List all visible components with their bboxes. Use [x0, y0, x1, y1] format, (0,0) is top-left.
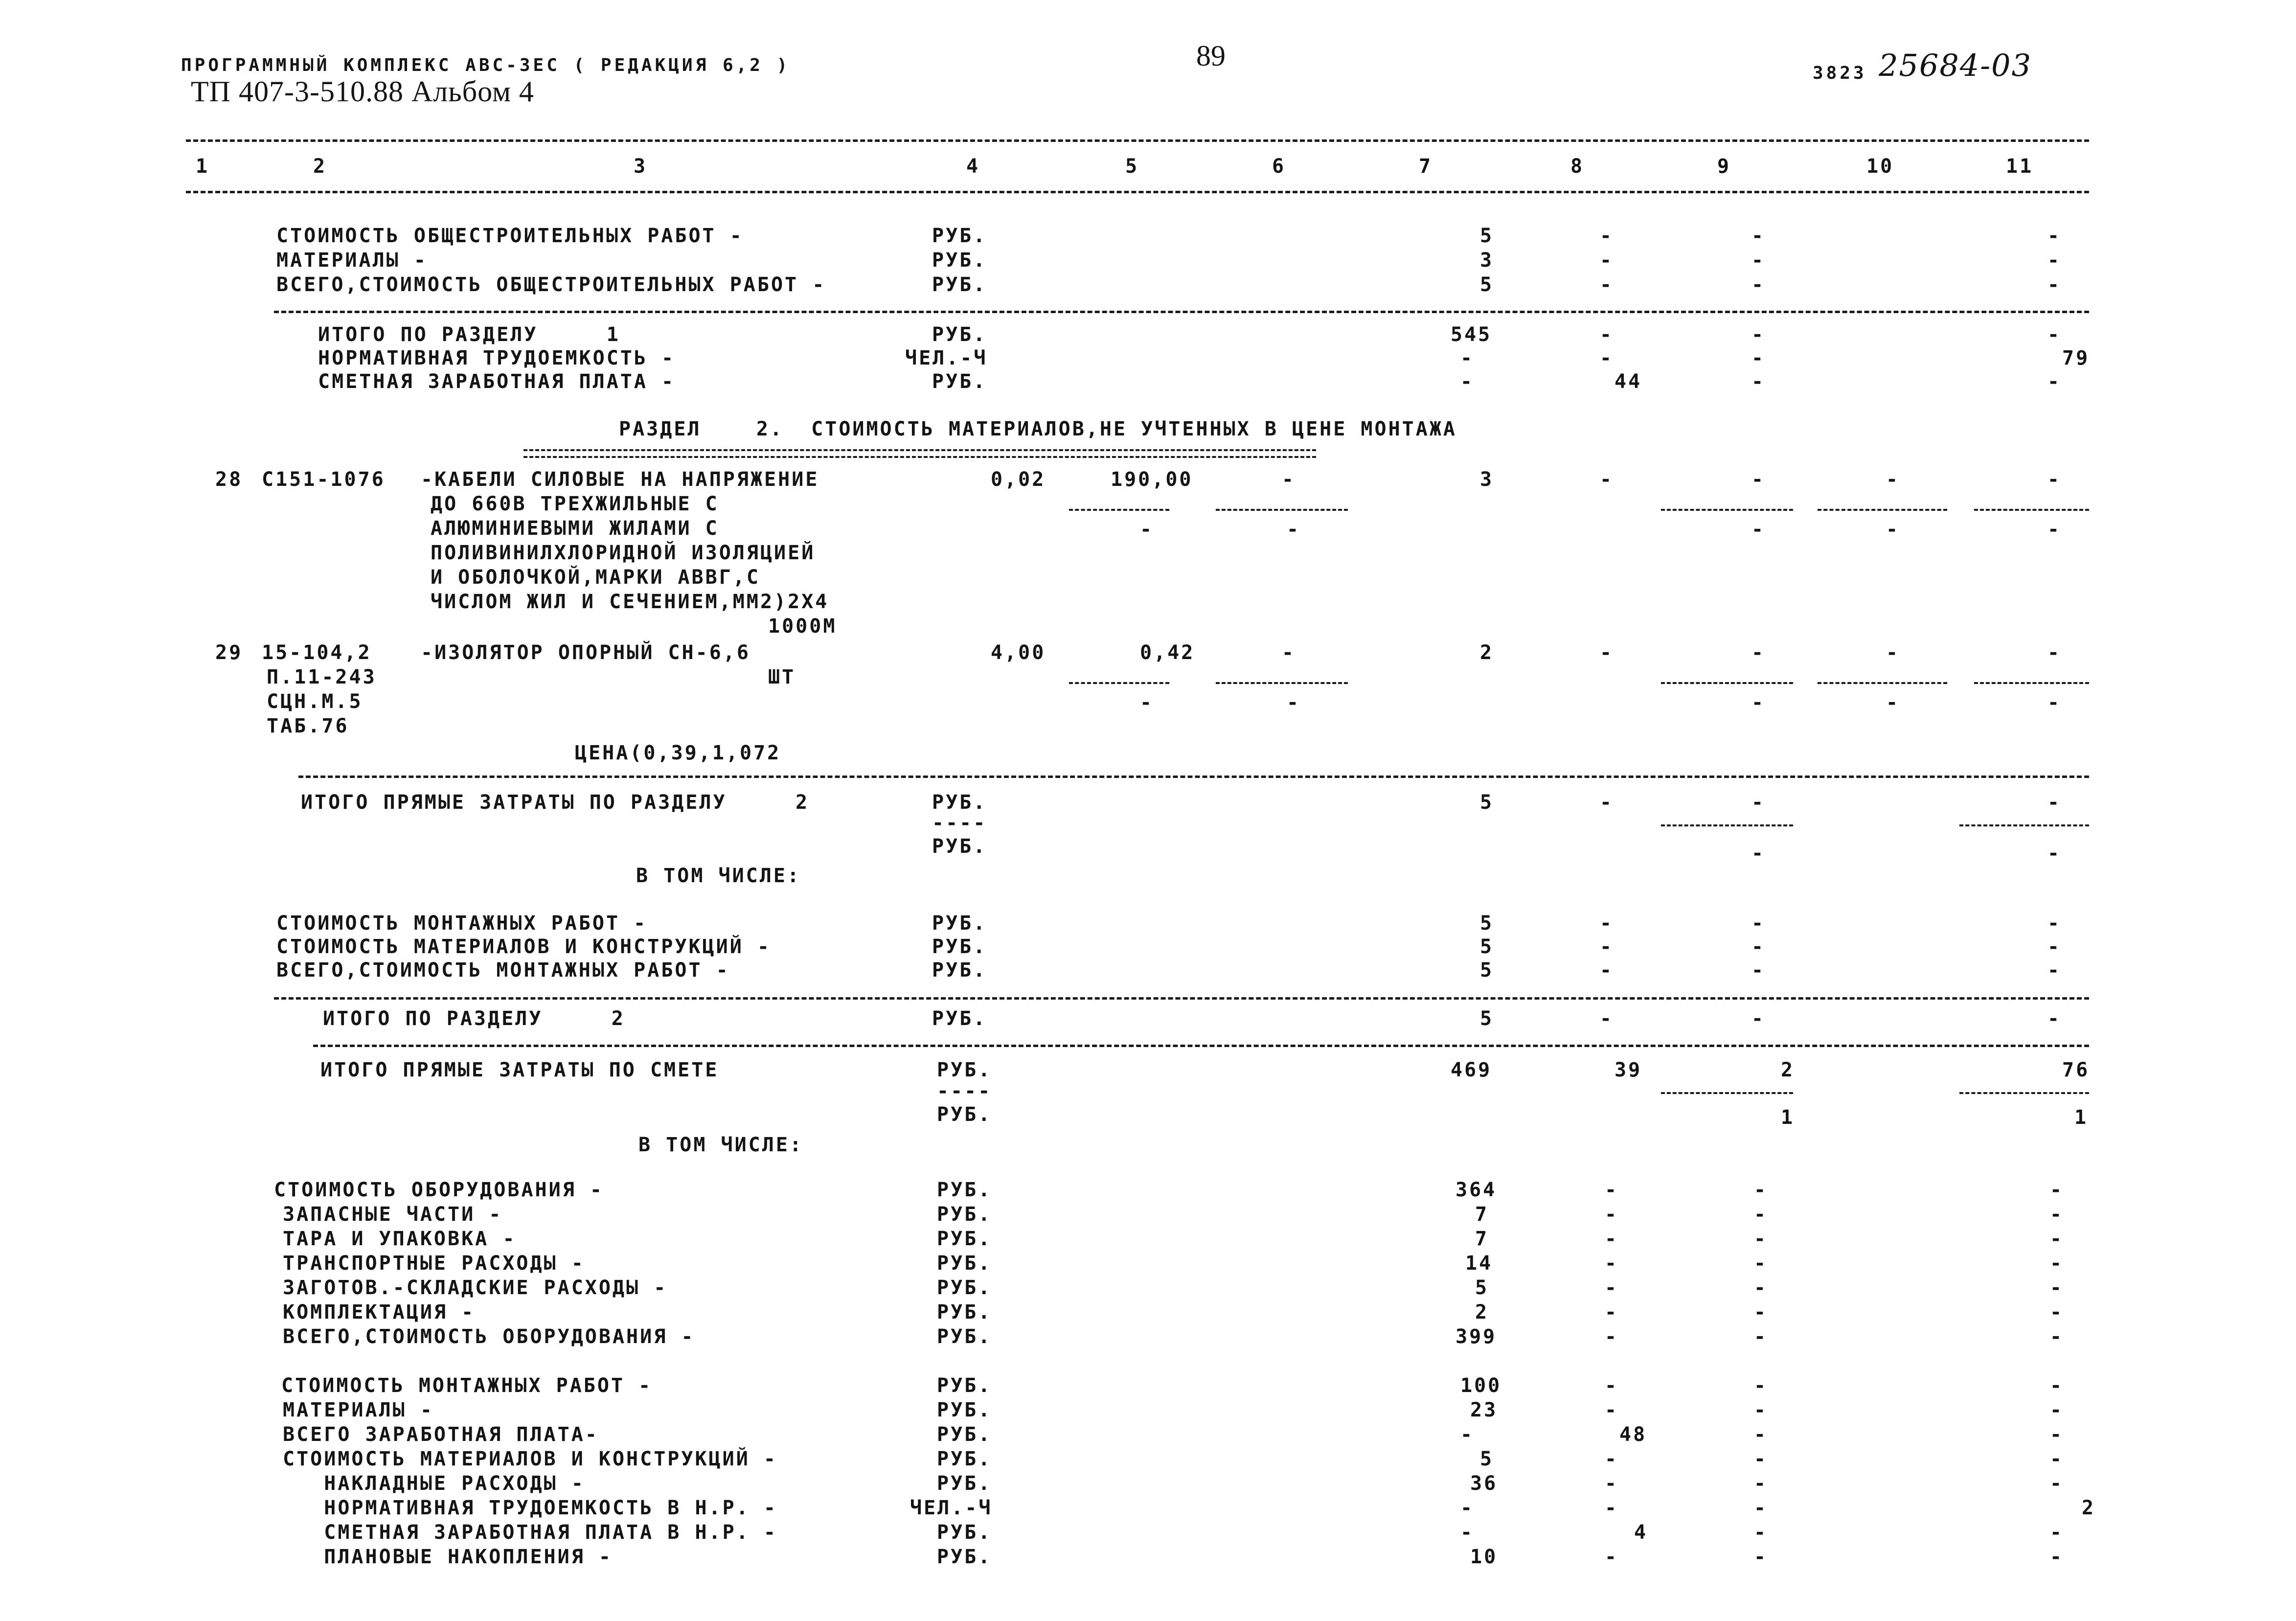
row-unit: РУБ. [937, 1546, 992, 1568]
row-label: МАТЕРИАЛЫ - [283, 1399, 434, 1421]
cell-c8: 4 [1634, 1521, 1648, 1544]
cell-c9: - [1754, 1301, 1768, 1324]
cell-c8: - [1600, 912, 1614, 935]
cell-c11b: 1 [2074, 1106, 2089, 1129]
header-top-rule [186, 139, 2089, 142]
item-code: 15-104,2 [262, 641, 372, 664]
cell-c9: - [1754, 1277, 1768, 1299]
cell-c9: - [1751, 347, 1766, 369]
row-unit: РУБ. [932, 249, 987, 272]
cell-c11: - [2050, 1521, 2064, 1544]
item-unit: ШТ [768, 666, 796, 688]
cell-c8: - [1600, 347, 1614, 369]
rule [1661, 824, 1793, 826]
row-label: СМЕТНАЯ ЗАРАБОТНАЯ ПЛАТА - [318, 370, 676, 393]
rule [1974, 509, 2089, 511]
cell-c10b: - [1886, 691, 1900, 714]
row-label: ИТОГО ПРЯМЫЕ ЗАТРАТЫ ПО СМЕТЕ [320, 1059, 719, 1081]
cell-c11b: - [2047, 842, 2062, 865]
row-label: НОРМАТИВНАЯ ТРУДОЕМКОСТЬ - [318, 347, 676, 369]
row-unit: РУБ. [932, 912, 987, 935]
cell-c8: - [1600, 791, 1614, 814]
cell-c7: - [1460, 1521, 1475, 1544]
row-unit: РУБ. [932, 791, 987, 814]
rule [313, 1045, 2089, 1047]
cell-c7: 2 [1480, 641, 1494, 664]
row-unit: РУБ. [937, 1374, 992, 1397]
page-number: 89 [1196, 40, 1226, 72]
row-unit: РУБ. [937, 1325, 992, 1348]
row-unit: РУБ. [937, 1423, 992, 1446]
row-unit: ЧЕЛ.-Ч [905, 347, 988, 369]
cell-c8: - [1605, 1277, 1619, 1299]
cell-c9: - [1751, 1007, 1766, 1030]
row-unit: РУБ. [937, 1521, 992, 1544]
item-desc: -ИЗОЛЯТОР ОПОРНЫЙ СН-6,6 [421, 641, 750, 664]
row-unit: РУБ. [932, 370, 987, 393]
row-label: СТОИМОСТЬ МОНТАЖНЫХ РАБОТ - [281, 1374, 653, 1397]
item-desc: АЛЮМИНИЕВЫМИ ЖИЛАМИ С [431, 517, 719, 540]
album-reference: ТП 407-3-510.88 Альбом 4 [191, 75, 534, 108]
row-unit: РУБ. [937, 1301, 992, 1324]
cell-c11: - [2047, 225, 2062, 247]
in-that-number: В ТОМ ЧИСЛЕ: [638, 1134, 803, 1156]
cell-c4: 4,00 [991, 641, 1046, 664]
cell-c7: 5 [1480, 274, 1494, 296]
cell-c9: - [1751, 370, 1766, 393]
item-desc: ПОЛИВИНИЛХЛОРИДНОЙ ИЗОЛЯЦИЕЙ [431, 542, 816, 564]
item-code: П.11-243 [267, 666, 377, 688]
row-unit: РУБ. [932, 323, 987, 346]
cell-c11: - [2050, 1399, 2064, 1421]
cell-c8: - [1600, 936, 1614, 958]
cell-c5b: - [1140, 691, 1154, 714]
cell-c9b: - [1751, 691, 1766, 714]
cell-c9b: - [1751, 518, 1766, 541]
item-number: 29 [215, 641, 243, 664]
col-10: 10 [1866, 155, 1894, 178]
rule [1661, 1092, 1793, 1094]
row-unit: РУБ. [937, 1179, 992, 1201]
cell-c8: - [1600, 323, 1614, 346]
row-label: ТАРА И УПАКОВКА - [283, 1228, 517, 1250]
rule [1974, 682, 2089, 684]
cell-c9: - [1751, 274, 1766, 296]
cell-c9: - [1751, 912, 1766, 935]
row-unit: РУБ. [937, 1472, 992, 1495]
cell-c8: - [1600, 274, 1614, 296]
cell-c7: 2 [1475, 1301, 1489, 1324]
cell-c4: 0,02 [991, 468, 1046, 491]
cell-c9b: 1 [1781, 1106, 1795, 1129]
cell-c7: 545 [1451, 323, 1492, 346]
item-desc: ЧИСЛОМ ЖИЛ И СЕЧЕНИЕМ,ММ2)2Х4 [431, 591, 829, 613]
row-unit: РУБ. [932, 1007, 987, 1030]
cell-c9: - [1754, 1374, 1768, 1397]
item-price: ЦЕНА(0,39,1,072 [575, 742, 781, 764]
cell-c8: - [1600, 249, 1614, 272]
cell-c11: - [2047, 468, 2062, 491]
cell-c7: - [1460, 347, 1475, 369]
item-desc: -КАБЕЛИ СИЛОВЫЕ НА НАПРЯЖЕНИЕ [421, 468, 819, 491]
cell-c7: 23 [1470, 1399, 1498, 1421]
row-label: ИТОГО ПРЯМЫЕ ЗАТРАТЫ ПО РАЗДЕЛУ 2 [301, 791, 810, 814]
cell-c7: 5 [1480, 959, 1494, 982]
row-label: ВСЕГО,СТОИМОСТЬ ОБЩЕСТРОИТЕЛЬНЫХ РАБОТ - [276, 274, 826, 296]
in-that-number: В ТОМ ЧИСЛЕ: [636, 865, 801, 887]
item-unit: 1000М [768, 615, 837, 638]
rule [1661, 509, 1793, 511]
cell-c7: 36 [1470, 1472, 1498, 1495]
rule [1069, 509, 1169, 511]
cell-c6b: - [1287, 518, 1301, 541]
row-label: ИТОГО ПО РАЗДЕЛУ 1 [318, 323, 620, 346]
cell-c9: - [1751, 936, 1766, 958]
cell-c9: - [1754, 1521, 1768, 1544]
cell-c8: - [1600, 468, 1614, 491]
col-11: 11 [2006, 155, 2034, 178]
row-unit: РУБ. [937, 1448, 992, 1470]
cell-c9: - [1754, 1325, 1768, 1348]
cell-c8: - [1605, 1399, 1619, 1421]
cell-c11: - [2047, 791, 2062, 814]
rule [274, 311, 2089, 313]
cell-c11: - [2050, 1228, 2064, 1250]
cell-c9: - [1754, 1399, 1768, 1421]
cell-c7: 7 [1475, 1203, 1489, 1226]
row-label: КОМПЛЕКТАЦИЯ - [283, 1301, 476, 1324]
rule [1818, 682, 1947, 684]
cell-c8: - [1600, 641, 1614, 664]
row-label: ВСЕГО,СТОИМОСТЬ ОБОРУДОВАНИЯ - [283, 1325, 695, 1348]
row-unit: РУБ. [937, 1103, 992, 1126]
cell-c9: - [1751, 959, 1766, 982]
cell-c7: - [1460, 370, 1475, 393]
col-6: 6 [1272, 155, 1286, 178]
row-unit-rule: ---- [937, 1080, 992, 1102]
cell-c5: 0,42 [1140, 641, 1195, 664]
col-3: 3 [634, 155, 648, 178]
row-label: СТОИМОСТЬ МАТЕРИАЛОВ И КОНСТРУКЦИЙ - [283, 1448, 777, 1470]
cell-c11: 2 [2082, 1497, 2096, 1519]
row-label: СТОИМОСТЬ МОНТАЖНЫХ РАБОТ - [276, 912, 648, 935]
cell-c7: 5 [1475, 1277, 1489, 1299]
rule [1216, 682, 1348, 684]
cell-c11: - [2047, 249, 2062, 272]
cell-c8: - [1605, 1228, 1619, 1250]
cell-c11: - [2050, 1423, 2064, 1446]
cell-c11: - [2050, 1448, 2064, 1470]
cell-c8: - [1605, 1448, 1619, 1470]
cell-c11: - [2050, 1203, 2064, 1226]
row-label: СТОИМОСТЬ МАТЕРИАЛОВ И КОНСТРУКЦИЙ - [276, 936, 771, 958]
rule [1216, 509, 1348, 511]
cell-c7: 5 [1480, 225, 1494, 247]
cell-c11: - [2050, 1252, 2064, 1275]
row-label: СТОИМОСТЬ ОБОРУДОВАНИЯ - [274, 1179, 604, 1201]
cell-c9: - [1754, 1423, 1768, 1446]
cell-c11b: - [2047, 691, 2062, 714]
row-label: ТРАНСПОРТНЫЕ РАСХОДЫ - [283, 1252, 585, 1275]
row-label: НОРМАТИВНАЯ ТРУДОЕМКОСТЬ В Н.Р. - [283, 1497, 777, 1519]
col-5: 5 [1125, 155, 1139, 178]
cell-c9: - [1754, 1497, 1768, 1519]
cell-c7: 7 [1475, 1228, 1489, 1250]
cell-c9: - [1754, 1546, 1768, 1568]
cell-c7: 5 [1480, 1448, 1494, 1470]
cell-c11: - [2050, 1277, 2064, 1299]
cell-c6b: - [1287, 691, 1301, 714]
cell-c7: 14 [1465, 1252, 1493, 1275]
item-code: СЦН.М.5 [267, 690, 363, 713]
cell-c11: 79 [2062, 347, 2090, 369]
row-label: ЗАПАСНЫЕ ЧАСТИ - [283, 1203, 503, 1226]
cell-c9: - [1754, 1228, 1768, 1250]
cell-c11: - [2050, 1325, 2064, 1348]
cell-c5: 190,00 [1111, 468, 1193, 491]
rule [274, 997, 2089, 1000]
cell-c11: - [2047, 1007, 2062, 1030]
cell-c10: - [1886, 468, 1900, 491]
cell-c11: - [2050, 1179, 2064, 1201]
row-label: МАТЕРИАЛЫ - [276, 249, 428, 272]
cell-c8: 44 [1614, 370, 1642, 393]
row-unit: РУБ. [937, 1252, 992, 1275]
row-unit: РУБ. [937, 1059, 992, 1081]
cell-c8: - [1600, 959, 1614, 982]
row-unit: РУБ. [937, 1203, 992, 1226]
cell-c7: 399 [1455, 1325, 1497, 1348]
item-number: 28 [215, 468, 243, 491]
cell-c11: - [2047, 936, 2062, 958]
cell-c6: - [1282, 468, 1296, 491]
cell-c9: - [1751, 249, 1766, 272]
cell-c8: - [1600, 225, 1614, 247]
section-2-underline [523, 449, 1316, 458]
item-code: С151-1076 [262, 468, 386, 491]
cell-c9: - [1754, 1179, 1768, 1201]
cell-c11: - [2047, 641, 2062, 664]
cell-c6: - [1282, 641, 1296, 664]
cell-c7: 3 [1480, 468, 1494, 491]
cell-c9: - [1751, 225, 1766, 247]
rule [298, 776, 2089, 778]
cell-c11: 76 [2062, 1059, 2090, 1081]
cell-c9: - [1751, 323, 1766, 346]
cell-c9: - [1751, 468, 1766, 491]
rule [1661, 682, 1793, 684]
col-8: 8 [1570, 155, 1585, 178]
row-label: ИТОГО ПО РАЗДЕЛУ 2 [323, 1007, 625, 1030]
cell-c9: - [1751, 641, 1766, 664]
cell-c10: - [1886, 641, 1900, 664]
rule [1818, 509, 1947, 511]
item-desc: ДО 660В ТРЕХЖИЛЬНЫЕ С [431, 493, 719, 515]
cell-c11: - [2047, 959, 2062, 982]
cell-c11: - [2050, 1301, 2064, 1324]
cell-c8: 48 [1619, 1423, 1647, 1446]
doc-code-handwritten: 25684-03 [1879, 47, 2032, 83]
cell-c8: - [1605, 1179, 1619, 1201]
row-label: ПЛАНОВЫЕ НАКОПЛЕНИЯ - [283, 1546, 613, 1568]
cell-c9: - [1754, 1203, 1768, 1226]
section-2-title: РАЗДЕЛ 2. СТОИМОСТЬ МАТЕРИАЛОВ,НЕ УЧТЕННЫХ В ЦЕНЕ МОНТАЖА [619, 418, 1457, 440]
row-unit: РУБ. [932, 959, 987, 982]
cell-c7: 5 [1480, 1007, 1494, 1030]
row-unit: РУБ. [932, 274, 987, 296]
cell-c10b: - [1886, 518, 1900, 541]
cell-c11: - [2047, 912, 2062, 935]
cell-c7: - [1460, 1497, 1475, 1519]
cell-c7: 100 [1460, 1374, 1502, 1397]
rule [1069, 682, 1169, 684]
cell-c7: 469 [1451, 1059, 1492, 1081]
col-1: 1 [196, 155, 210, 178]
header-bottom-rule [186, 191, 2089, 193]
row-label: СМЕТНАЯ ЗАРАБОТНАЯ ПЛАТА В Н.Р. - [283, 1521, 777, 1544]
cell-c7: - [1460, 1423, 1475, 1446]
cell-c8: - [1600, 1007, 1614, 1030]
row-label: НАКЛАДНЫЕ РАСХОДЫ - [283, 1472, 585, 1495]
row-label: ЗАГОТОВ.-СКЛАДСКИЕ РАСХОДЫ - [283, 1277, 668, 1299]
cell-c11: - [2047, 370, 2062, 393]
cell-c11: - [2047, 274, 2062, 296]
cell-c8: - [1605, 1546, 1619, 1568]
item-code: ТАБ.76 [267, 715, 349, 737]
cell-c7: 10 [1470, 1546, 1498, 1568]
cell-c7: 3 [1480, 249, 1494, 272]
col-9: 9 [1717, 155, 1731, 178]
cell-c9: - [1751, 791, 1766, 814]
row-unit: РУБ. [932, 936, 987, 958]
row-label: СТОИМОСТЬ ОБЩЕСТРОИТЕЛЬНЫХ РАБОТ - [276, 225, 744, 247]
cell-c9: 2 [1781, 1059, 1795, 1081]
cell-c7: 5 [1480, 791, 1494, 814]
cell-c8: - [1605, 1203, 1619, 1226]
col-7: 7 [1419, 155, 1433, 178]
row-label: ВСЕГО ЗАРАБОТНАЯ ПЛАТА- [283, 1423, 599, 1446]
cell-c9: - [1754, 1472, 1768, 1495]
cell-c9b: - [1751, 842, 1766, 865]
row-unit: РУБ. [932, 835, 987, 858]
cell-c8: - [1605, 1325, 1619, 1348]
cell-c11: - [2050, 1472, 2064, 1495]
row-unit-rule: ---- [932, 812, 987, 834]
row-unit: РУБ. [937, 1228, 992, 1250]
row-unit: РУБ. [937, 1399, 992, 1421]
cell-c8: - [1605, 1252, 1619, 1275]
cell-c8: 39 [1614, 1059, 1642, 1081]
item-desc: И ОБОЛОЧКОЙ,МАРКИ АВВГ,С [431, 566, 760, 589]
cell-c11: - [2050, 1374, 2064, 1397]
program-header: ПРОГРАММНЫЙ КОМПЛЕКС АВС-3ЕС ( РЕДАКЦИЯ 6,2 ) [181, 55, 791, 75]
rule [1959, 824, 2089, 826]
cell-c5b: - [1140, 518, 1154, 541]
cell-c11b: - [2047, 518, 2062, 541]
cell-c9: - [1754, 1448, 1768, 1470]
cell-c7: 364 [1455, 1179, 1497, 1201]
cell-c11: - [2047, 323, 2062, 346]
row-label: ВСЕГО,СТОИМОСТЬ МОНТАЖНЫХ РАБОТ - [276, 959, 730, 982]
cell-c8: - [1605, 1497, 1619, 1519]
cell-c8: - [1605, 1374, 1619, 1397]
cell-c7: 5 [1480, 936, 1494, 958]
col-2: 2 [313, 155, 327, 178]
row-unit: РУБ. [932, 225, 987, 247]
cell-c7: 5 [1480, 912, 1494, 935]
cell-c8: - [1605, 1472, 1619, 1495]
doc-code-prefix: 3823 [1813, 63, 1867, 83]
row-unit: РУБ. [937, 1277, 992, 1299]
rule [1959, 1092, 2089, 1094]
cell-c8: - [1605, 1301, 1619, 1324]
col-4: 4 [966, 155, 980, 178]
cell-c11: - [2050, 1546, 2064, 1568]
cell-c9: - [1754, 1252, 1768, 1275]
row-unit: ЧЕЛ.-Ч [910, 1497, 993, 1519]
